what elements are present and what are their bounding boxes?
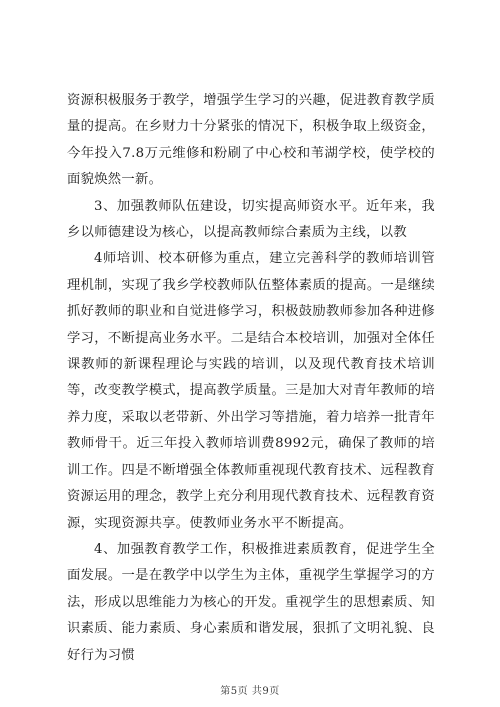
paragraph-3: 4师培训、校本研修为重点，建立完善科学的教师培训管理机制，实现了我乡学校教师队伍整体素质的提高。一是继续抓好教师的职业和自觉进修学习，积极鼓励教师参加各种进修学习，不断提高业务水平。二是结合本校培训，加强对全体任课教师的新课程理论与实践的培训，以及现代教育技术培训等，改变教学模式，提高教学质量。三是加大对青年教师的培养力度，采取以老带新、外出学习等措施，着力培养一批青年教师骨干。近三年投入教师培训费8992元，确保了教师的培训工作。四是不断增强全体教师重视现代教育技术、远程教育资源运用的理念，教学上充分利用现代教育技术、远程教育资源，实现资源共享。使教师业务水平不断提高。 xyxy=(67,251,435,531)
paragraph-4: 4、加强教育教学工作，积极推进素质教育，促进学生全面发展。一是在教学中以学生为主体，重视学生掌握学习的方法，形成以思维能力为核心的开发。重视学生的思想素质、知识素质、能力素质、身心素质和谐发展，狠抓了文明礼貌、良好行为习惯 xyxy=(67,541,435,663)
paragraph-1: 资源积极服务于教学，增强学生学习的兴趣，促进教育教学质量的提高。在乡财力十分紧张的情况下，积极争取上级资金，今年投入7.8万元维修和粉刷了中心校和苇湖学校，使学校的面貌焕然一新。 xyxy=(67,93,435,188)
paragraph-2: 3、加强教师队伍建设，切实提高师资水平。近年来，我乡以师德建设为核心，以提高教师综合素质为主线，以教 xyxy=(67,198,435,241)
page-footer: 第5页 共9页 xyxy=(220,686,280,697)
document-body xyxy=(67,88,435,669)
